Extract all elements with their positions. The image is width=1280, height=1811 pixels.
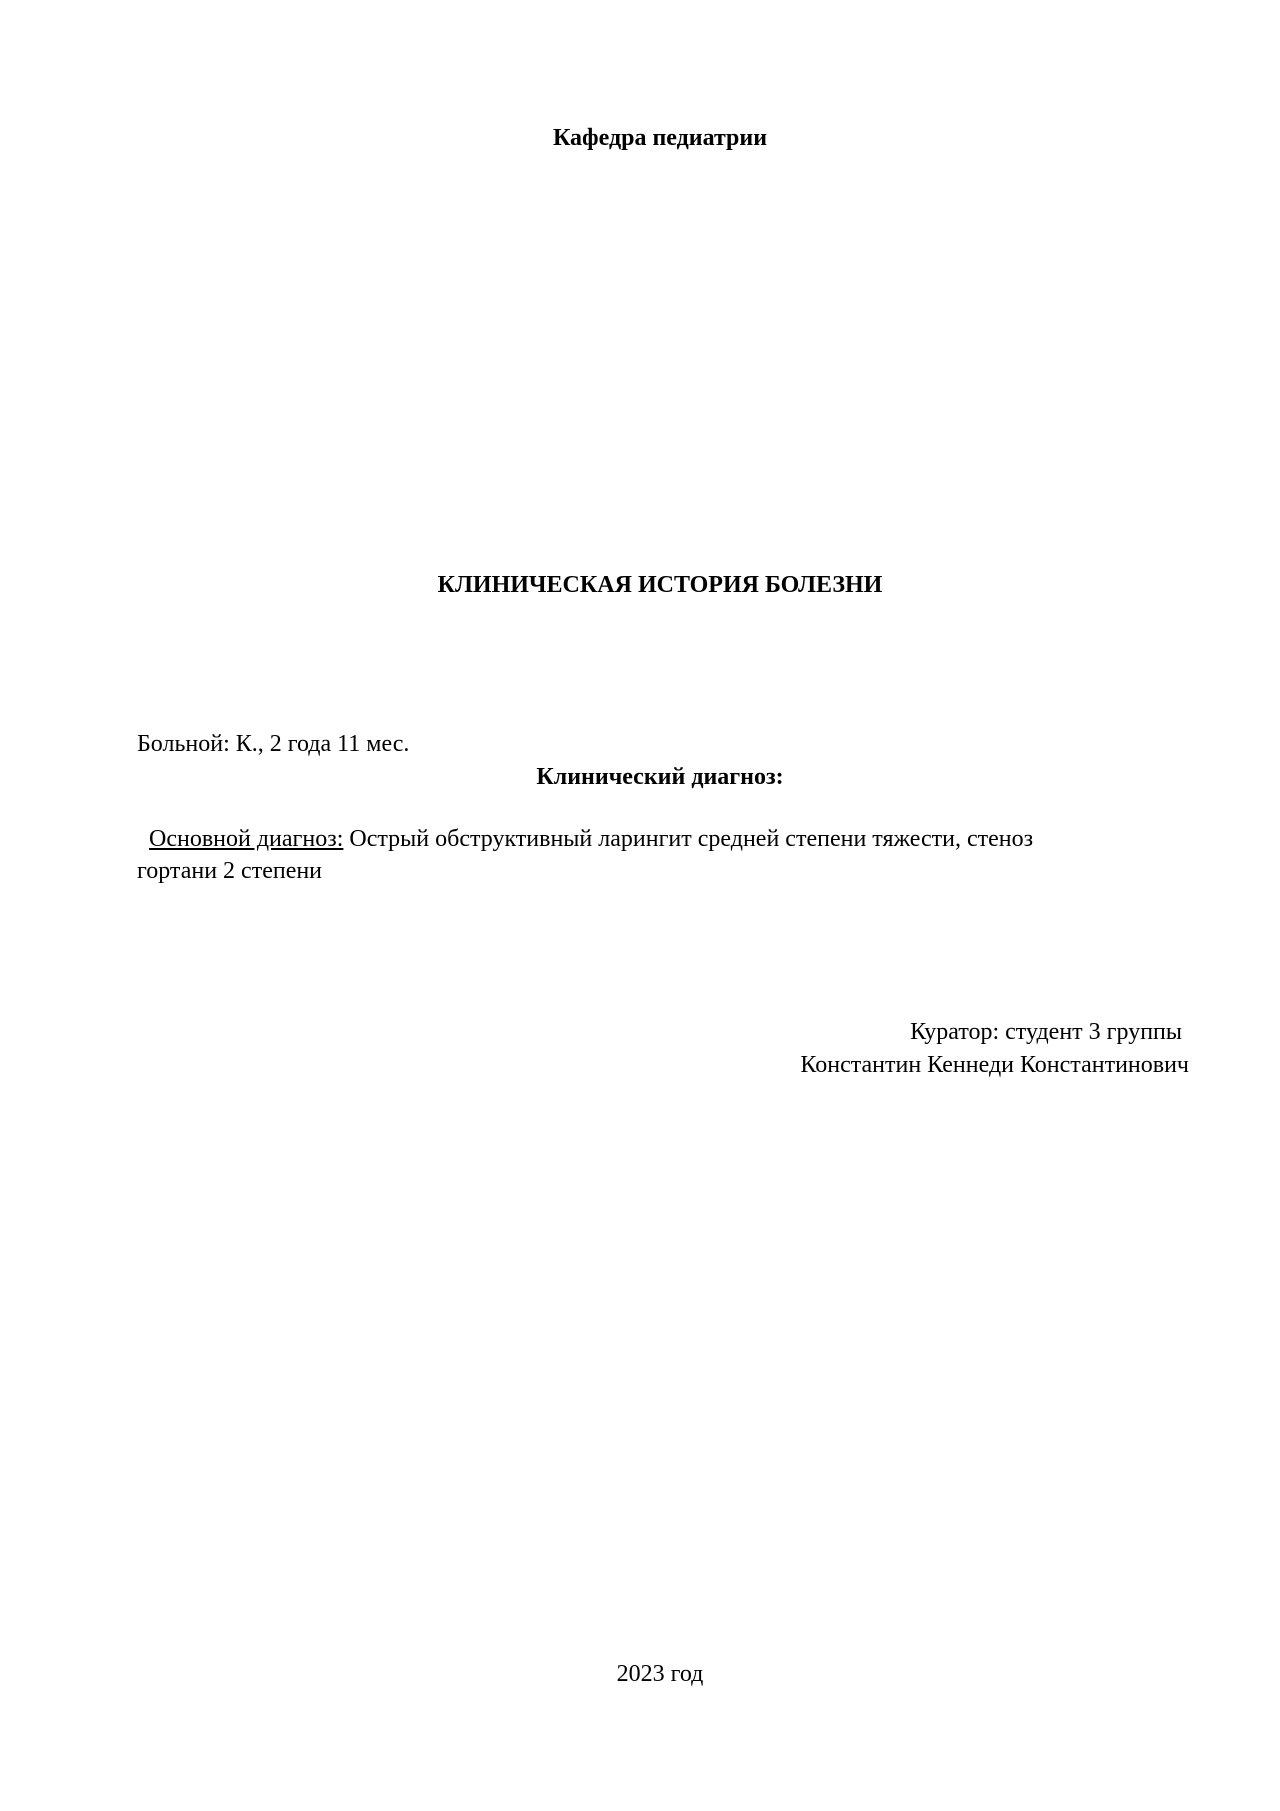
- document-year: 2023 год: [616, 1661, 704, 1687]
- main-diagnosis-text-continued: гортани 2 степени: [137, 858, 323, 884]
- main-diagnosis-text: Острый обструктивный ларингит средней степени тяжести, стеноз: [343, 826, 1034, 852]
- clinical-diagnosis-heading: Клинический диагноз:: [536, 764, 784, 790]
- curator-info: Куратор: студент 3 группы: [910, 1019, 1182, 1045]
- document-title: КЛИНИЧЕСКАЯ ИСТОРИЯ БОЛЕЗНИ: [437, 572, 883, 598]
- patient-info: Больной: К., 2 года 11 мес.: [137, 731, 410, 757]
- main-diagnosis: [137, 823, 1197, 887]
- department-heading: Кафедра педиатрии: [552, 125, 768, 151]
- main-diagnosis-label: Основной диагноз:: [149, 826, 344, 852]
- curator-name: Константин Кеннеди Константинович: [800, 1052, 1189, 1078]
